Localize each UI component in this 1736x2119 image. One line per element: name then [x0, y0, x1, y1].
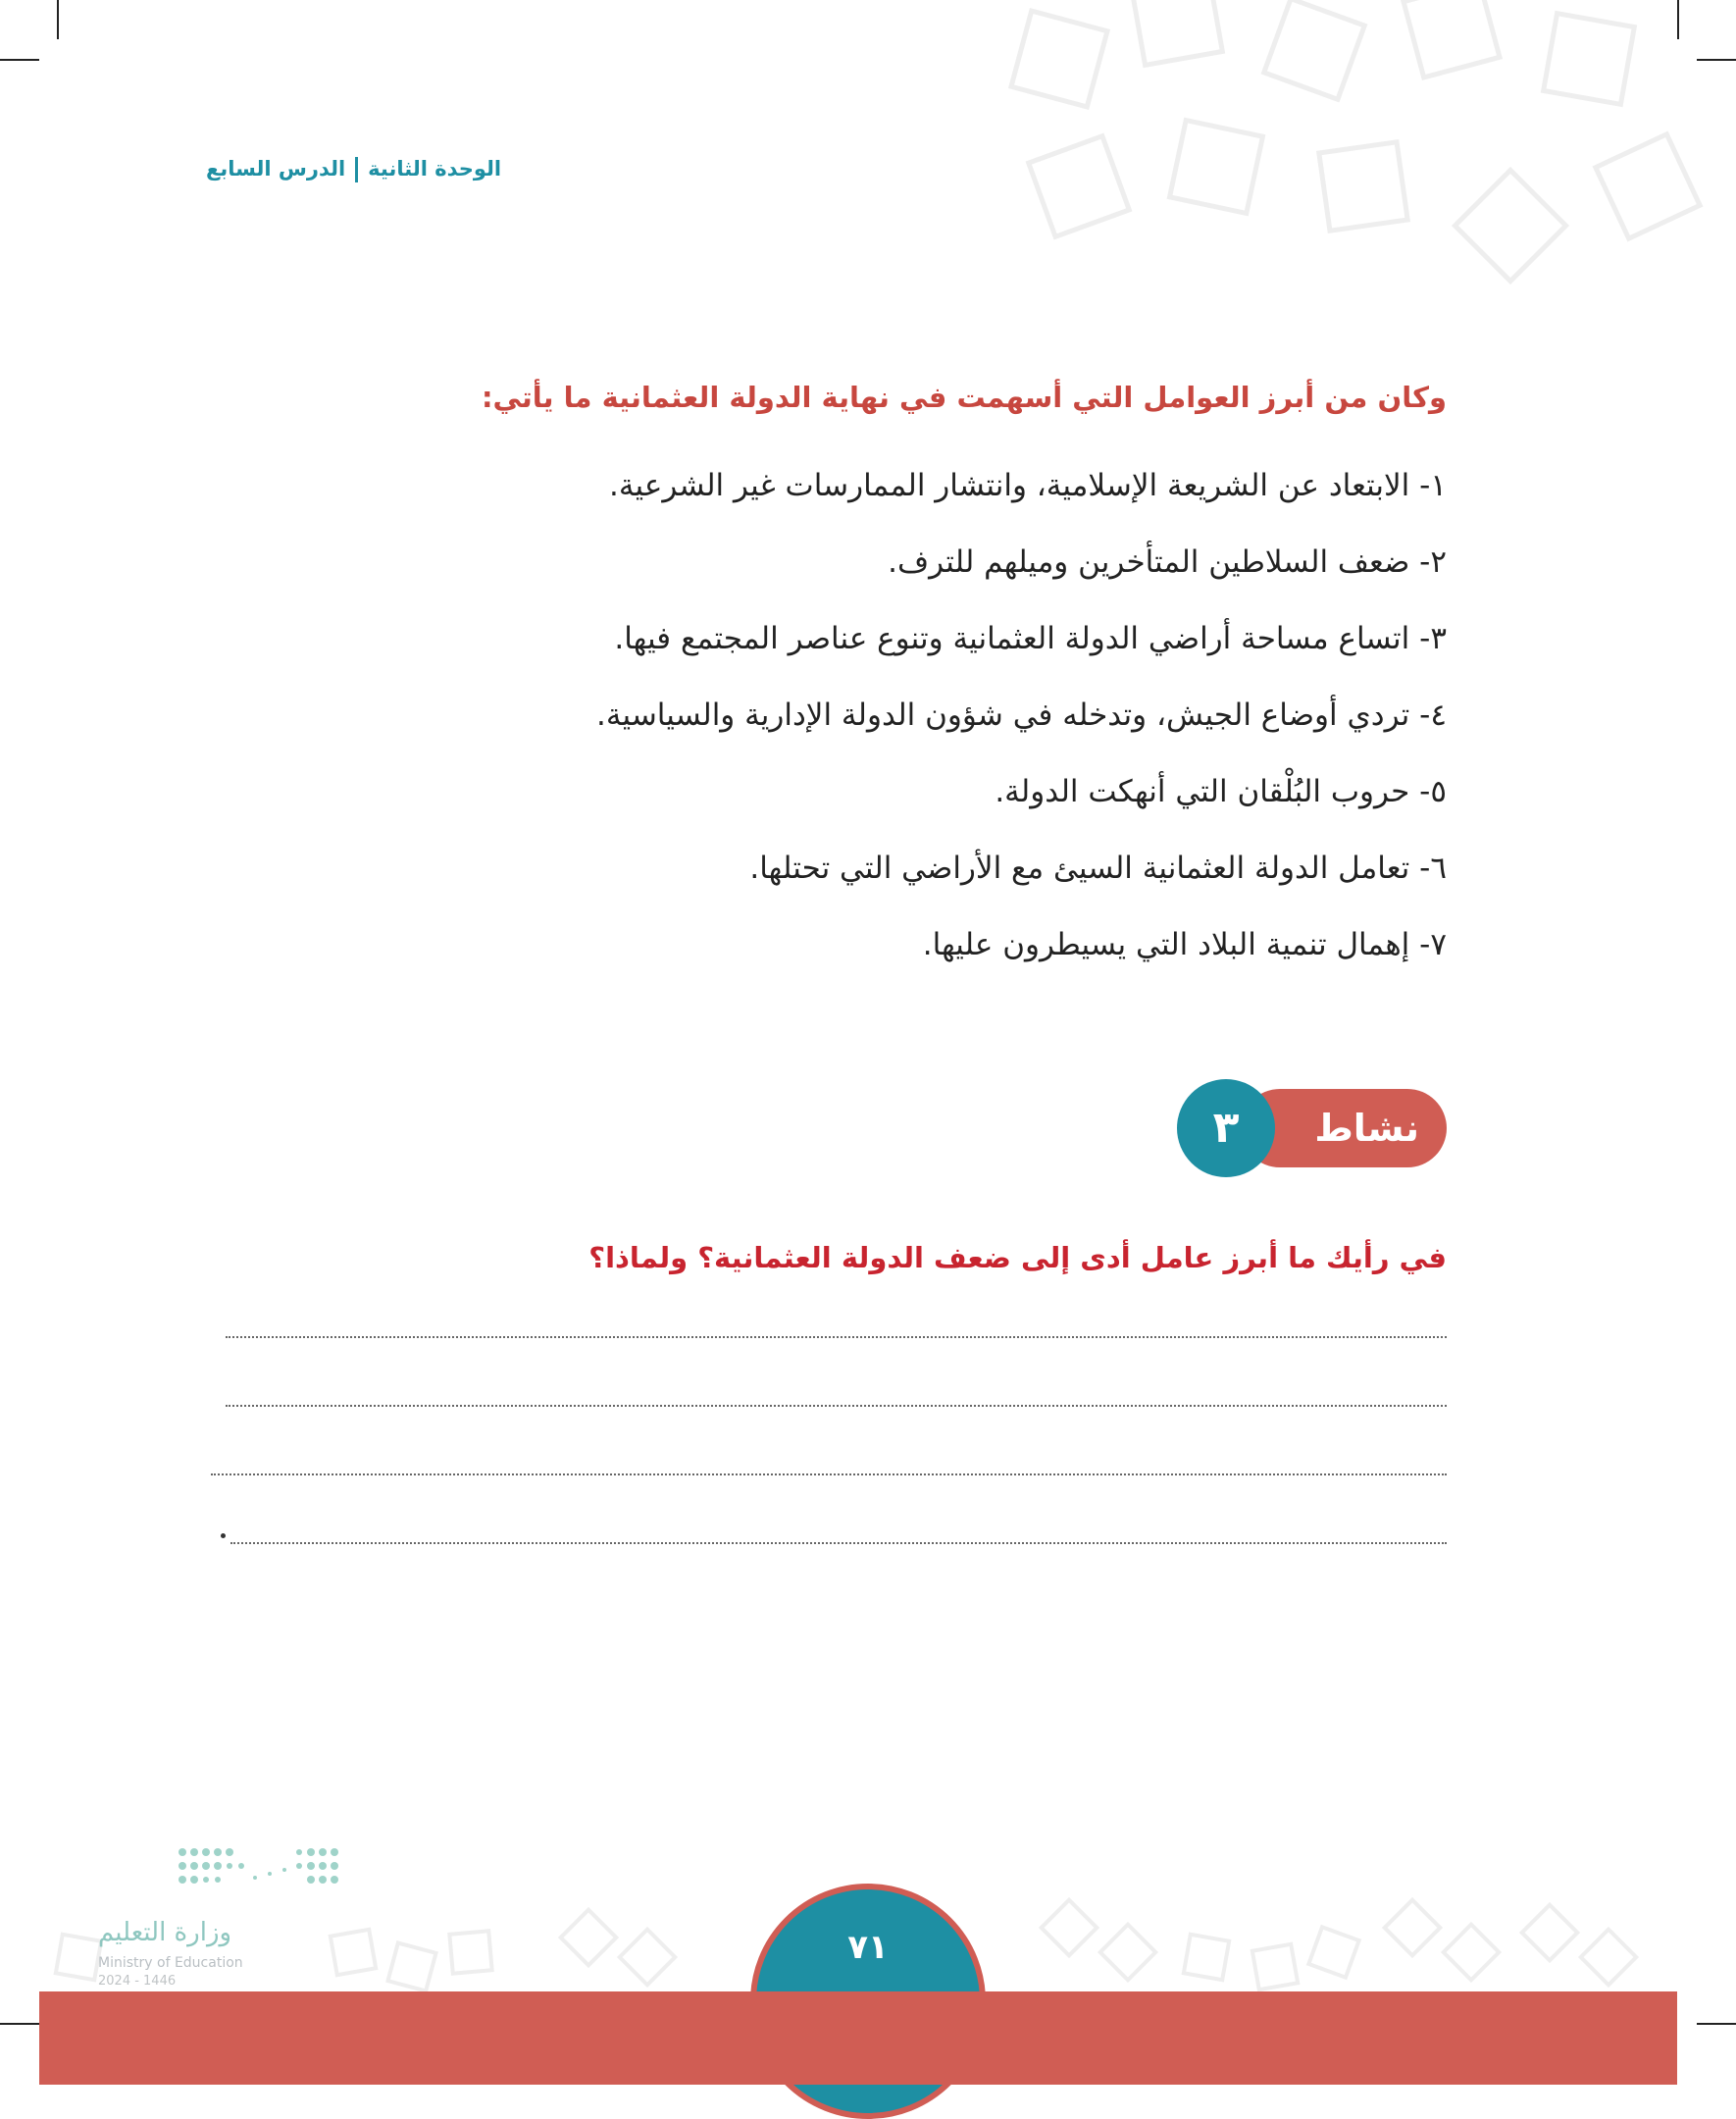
factors-list	[368, 456, 1447, 992]
list-item: ٦- تعامل الدولة العثمانية السيئ مع الأراضي التي تحتلها.	[749, 851, 1447, 886]
ministry-name-ar: وزارة التعليم	[98, 1918, 232, 1947]
activity-badge	[1177, 1079, 1447, 1177]
page-number: ٧١	[847, 1928, 889, 1967]
activity-question: في رأيك ما أبرز عامل أدى إلى ضعف الدولة العثمانية؟ ولماذا؟	[588, 1241, 1447, 1274]
answer-line[interactable]	[211, 1473, 1447, 1475]
unit-lesson-header	[206, 157, 501, 182]
activity-number: ٣	[1177, 1079, 1275, 1177]
list-item: ١- الابتعاد عن الشريعة الإسلامية، وانتشار الممارسات غير الشرعية.	[609, 468, 1447, 503]
unit-title: الوحدة الثانية	[368, 157, 502, 181]
crop-mark	[57, 0, 59, 39]
decorative-pattern	[981, 0, 1736, 314]
crop-mark	[1697, 2023, 1736, 2025]
footer-band	[39, 1991, 1677, 2085]
ministry-name-en: Ministry of Education	[98, 1955, 243, 1971]
answer-line[interactable]	[226, 1336, 1447, 1338]
list-item: ٥- حروب البُلْقان التي أنهكت الدولة.	[995, 774, 1447, 809]
header-divider	[355, 157, 358, 182]
intro-heading: وكان من أبرز العوامل التي أسهمت في نهاية الدولة العثمانية ما يأتي:	[481, 381, 1447, 414]
ministry-logo-icon	[177, 1844, 353, 1903]
list-item: ٤- تردي أوضاع الجيش، وتدخله في شؤون الدولة الإدارية والسياسية.	[595, 698, 1447, 733]
list-item: ٧- إهمال تنمية البلاد التي يسيطرون عليها.	[922, 927, 1447, 962]
list-item: ٣- اتساع مساحة أراضي الدولة العثمانية وتنوع عناصر المجتمع فيها.	[614, 621, 1447, 656]
answer-line[interactable]	[230, 1542, 1447, 1544]
list-item: ٢- ضعف السلاطين المتأخرين وميلهم للترف.	[888, 544, 1447, 580]
lesson-title: الدرس السابع	[206, 157, 346, 181]
activity-label: نشاط	[1314, 1107, 1419, 1150]
edition-year: 2024 - 1446	[98, 1974, 177, 1989]
crop-mark	[0, 59, 39, 61]
answer-line[interactable]	[226, 1405, 1447, 1407]
crop-mark	[0, 2023, 39, 2025]
answer-end-dot	[221, 1533, 226, 1538]
